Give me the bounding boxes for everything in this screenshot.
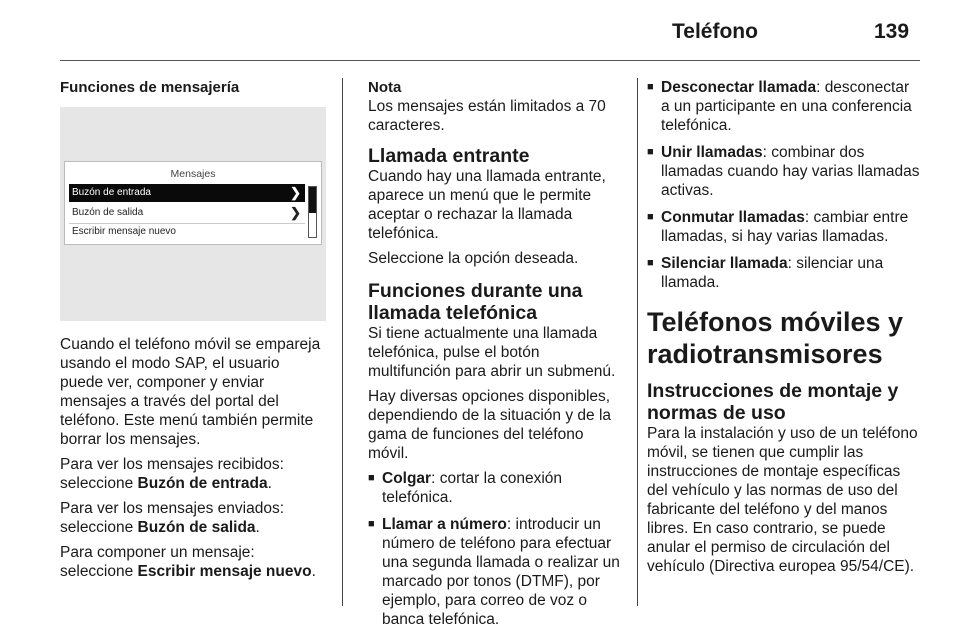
bullet-icon: ■ <box>368 518 375 530</box>
scrollbar-thumb <box>309 187 316 213</box>
paragraph: Para la instalación y uso de un teléfono móvil, se tienen que cumplir las instrucciones de montaje específicas del vehículo y las normas de uso del fabricante del teléfono y del manos libres. En caso contrario, se puede anular el permiso de circulación del vehículo (Directiva europea 95/54/CE). <box>647 425 918 575</box>
paragraph: Cuando hay una llamada entrante, aparece un menú que le permite aceptar o rechazar la llamada telefónica. <box>368 168 606 242</box>
menu-item-outbox <box>69 204 305 222</box>
paragraph: Si tiene actualmente una llamada telefónica, pulse el botón multifunción para abrir un submenú. <box>368 325 616 380</box>
section-heading-installation: Instrucciones de montaje y normas de uso <box>647 380 899 424</box>
display-screen <box>64 161 322 245</box>
section-heading-mobile-phones: Teléfonos móviles y radiotransmisores <box>647 307 904 369</box>
paragraph: Para componer un mensaje: seleccione Escribir mensaje nuevo. <box>60 544 316 580</box>
page-number: 139 <box>874 20 910 43</box>
note-text: Los mensajes están limitados a 70 caracteres. <box>368 98 606 134</box>
bullet-icon: ■ <box>647 81 654 93</box>
list-item: ■ Llamar a número: introducir un número de teléfono para efectuar una segunda llamada o realizar un marcado por tonos (DTMF), por ejemplo, para correo de voz o banca telefónica. <box>368 516 620 628</box>
paragraph: Cuando el teléfono móvil se empareja usando el modo SAP, el usuario puede ver, componer y enviar mensajes a través del portal del teléfono. Este menú también permite borrar los mensajes. <box>60 336 321 448</box>
column-divider <box>637 78 638 606</box>
paragraph: Hay diversas opciones disponibles, dependiendo de la situación y de la gama de funciones del teléfono móvil. <box>368 388 612 462</box>
menu-item-label: Buzón de salida <box>72 207 144 218</box>
menu-item-inbox <box>69 184 305 202</box>
column-right <box>647 78 922 582</box>
page-title: Teléfono <box>672 20 758 43</box>
list-item: ■ Conmutar llamadas: cambiar entre llamadas, si hay varias llamadas. <box>647 209 909 245</box>
section-heading-during-call: Funciones durante una llamada telefónica <box>368 280 583 324</box>
bullet-icon: ■ <box>368 472 375 484</box>
menu-item-new-message <box>69 223 305 241</box>
list-item: ■ Desconectar llamada: desconectar a un participante en una conferencia telefónica. <box>647 79 912 134</box>
section-heading-messaging: Funciones de mensajería <box>60 79 240 96</box>
column-middle <box>368 78 624 637</box>
messages-screen-illustration <box>60 107 326 321</box>
header-divider <box>60 60 920 61</box>
chevron-right-icon: ❯ <box>290 185 301 200</box>
list-item: ■ Unir llamadas: combinar dos llamadas cuando hay varias llamadas activas. <box>647 144 920 199</box>
bullet-icon: ■ <box>647 211 654 223</box>
bullet-icon: ■ <box>647 146 654 158</box>
list-item: ■ Silenciar llamada: silenciar una llamada. <box>647 255 884 291</box>
column-left <box>60 78 326 587</box>
scrollbar <box>308 186 317 238</box>
menu-item-label: Escribir mensaje nuevo <box>72 226 176 237</box>
paragraph: Para ver los mensajes recibidos: seleccione Buzón de entrada. <box>60 456 284 492</box>
chevron-right-icon: ❯ <box>290 205 301 220</box>
note-title: Nota <box>368 79 402 96</box>
paragraph: Seleccione la opción deseada. <box>368 250 579 267</box>
screen-title: Mensajes <box>170 168 216 180</box>
column-divider <box>342 78 343 606</box>
bullet-icon: ■ <box>647 257 654 269</box>
menu-item-label: Buzón de entrada <box>72 187 151 198</box>
section-heading-incoming-call: Llamada entrante <box>368 145 530 167</box>
list-item: ■ Colgar: cortar la conexión telefónica. <box>368 470 563 506</box>
paragraph: Para ver los mensajes enviados: seleccione Buzón de salida. <box>60 500 285 536</box>
